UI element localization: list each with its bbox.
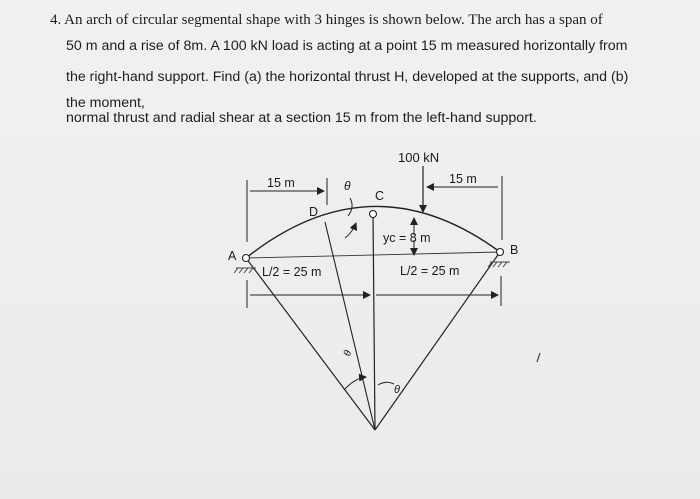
theta-mid: θ xyxy=(342,349,355,358)
problem-line-5: normal thrust and radial shear at a section 15 m from the left-hand support. xyxy=(66,110,537,126)
theta-bottom: θ xyxy=(394,384,400,396)
point-b-label: B xyxy=(510,243,519,257)
radius-d xyxy=(325,222,375,430)
normal-arc xyxy=(345,223,356,238)
problem-line-2: 50 m and a rise of 8m. A 100 kN load is acting at a point 15 m measured horizontally from xyxy=(66,38,628,54)
point-d-label: D xyxy=(309,205,319,219)
hinge-b xyxy=(497,249,504,256)
radius-c xyxy=(373,214,375,430)
theta-top-arc xyxy=(348,198,352,216)
half-span-left-label: L/2 = 25 m xyxy=(262,265,322,279)
radius-b xyxy=(375,252,500,430)
point-c-label: C xyxy=(375,189,385,203)
hinge-c xyxy=(370,211,377,218)
hinge-a xyxy=(243,255,250,262)
problem-line-3: the right-hand support. Find (a) the horizontal thrust H, developed at the supports, and (b) xyxy=(66,69,629,85)
problem-line-1: 4. An arch of circular segmental shape with 3 hinges is shown below. The arch has a span of xyxy=(50,12,603,28)
rise-label: yc = 8 m xyxy=(383,231,431,245)
dim-right-label: 15 m xyxy=(449,172,477,186)
theta-top: θ xyxy=(344,179,351,193)
half-span-right-label: L/2 = 25 m xyxy=(400,264,460,278)
point-a-label: A xyxy=(228,249,237,263)
load-label: 100 kN xyxy=(398,150,440,165)
dim-left-label: 15 m xyxy=(267,176,295,190)
stray-mark xyxy=(537,353,540,362)
support-a-icon xyxy=(234,268,256,273)
problem-line-4: the moment, xyxy=(66,95,145,111)
radius-a xyxy=(246,258,375,430)
theta-bottom-arc-right xyxy=(378,382,394,385)
